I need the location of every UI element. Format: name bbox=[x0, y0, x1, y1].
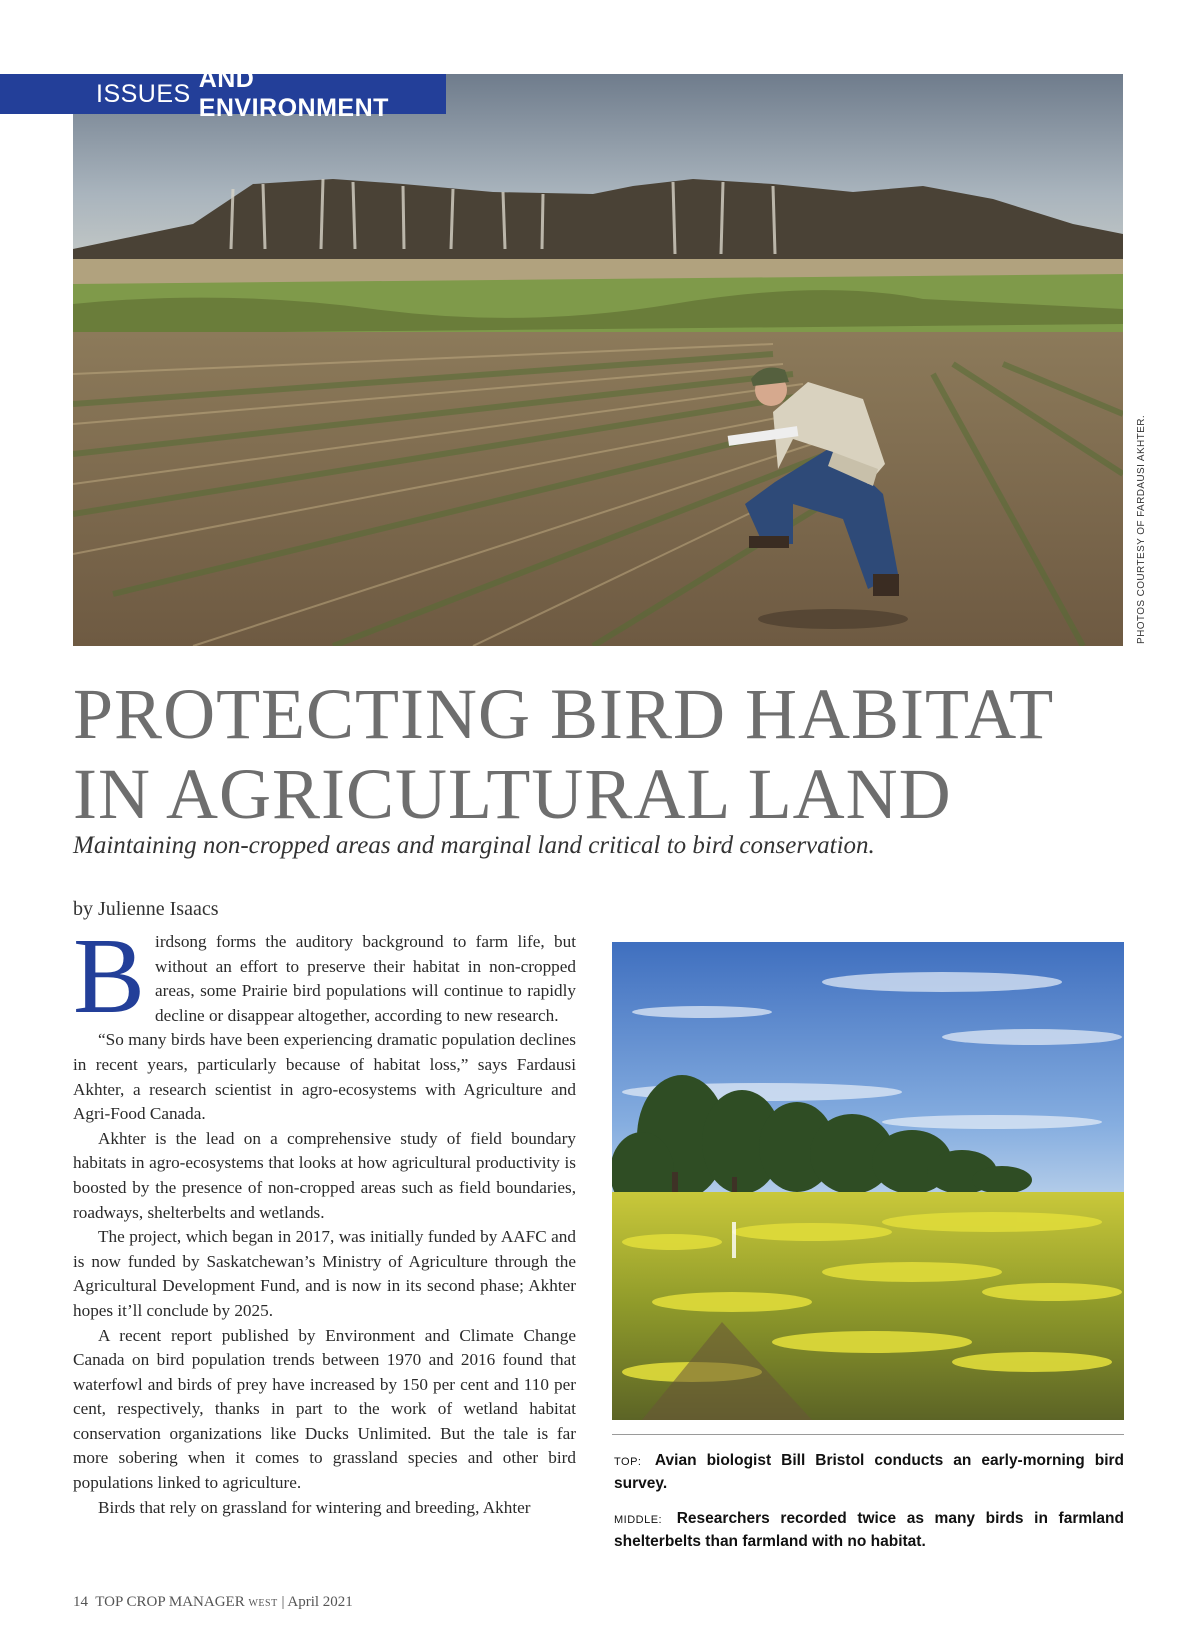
caption-text-top: Avian biologist Bill Bristol conducts an early-morning bird survey. bbox=[614, 1452, 1124, 1492]
caption-tag-middle: MIDDLE: bbox=[614, 1514, 663, 1526]
magazine-name: TOP CROP MANAGER bbox=[95, 1594, 245, 1610]
caption-top bbox=[614, 1450, 1124, 1494]
section-banner bbox=[0, 65, 446, 122]
section-label-environment: AND ENVIRONMENT bbox=[198, 65, 389, 122]
article-paragraph: The project, which began in 2017, was initially funded by AAFC and is now funded by Saskatchewan’s Ministry of Agriculture through the Agricultural Development Fund, and is now in its second phase; Akhter hopes it’ll conclude by 2025. bbox=[73, 1227, 576, 1320]
article-paragraph: Birds that rely on grassland for wintering and breeding, Akhter bbox=[98, 1497, 531, 1517]
magazine-edition: WEST bbox=[248, 1598, 278, 1609]
caption-middle bbox=[614, 1508, 1124, 1552]
article-paragraph bbox=[73, 917, 576, 1036]
article-headline bbox=[73, 674, 1133, 834]
caption-tag-top: TOP: bbox=[614, 1456, 642, 1468]
headline-line-2: IN AGRICULTURAL LAND bbox=[73, 754, 952, 834]
caption-text-middle: Researchers recorded twice as many birds in farmland shelterbelts than farmland with no habitat. bbox=[614, 1510, 1124, 1550]
drop-cap: B bbox=[73, 917, 146, 1036]
article-paragraph: Akhter is the lead on a comprehensive study of field boundary habitats in agro-ecosystems that looks at how agricultural productivity is boosted by the presence of non-cropped areas such as field boundaries, roadways, shelterbelts and wetlands. bbox=[73, 1128, 576, 1222]
hero-photo-bird-survey bbox=[73, 74, 1123, 646]
headline-line-1: PROTECTING BIRD HABITAT bbox=[73, 674, 1055, 754]
caption-divider bbox=[612, 1434, 1124, 1435]
issue-date: April 2021 bbox=[287, 1594, 353, 1610]
side-photo-canola-shelterbelt bbox=[612, 942, 1124, 1420]
section-label-issues: ISSUES bbox=[96, 79, 191, 108]
byline: by Julienne Isaacs bbox=[73, 898, 219, 920]
page-footer bbox=[73, 1594, 353, 1611]
paragraph-text: irdsong forms the auditory background to farm life, but without an effort to preserve their habitat in non-cropped areas, some Prairie bird populations will continue to rapidly decline or disappear altogether, according to new research. bbox=[155, 932, 576, 1025]
article-paragraph: “So many birds have been experiencing dramatic population declines in recent years, particularly because of habitat loss,” says Fardausi Akhter, a research scientist in agro-ecosystems with Agriculture and Agri-Food Canada. bbox=[73, 1030, 576, 1124]
page-number: 14 bbox=[73, 1594, 88, 1610]
footer-separator: | bbox=[281, 1594, 285, 1610]
article-paragraph: A recent report published by Environment and Climate Change Canada on bird population trends between 1970 and 2016 found that waterfowl and birds of prey have increased by 150 per cent and 110 per cent, respectively, thanks in part to the work of wetland habitat conservation organizations like Ducks Unlimited. But the tale is far more sobering when it comes to grassland species and other bird populations linked to agriculture. bbox=[73, 1325, 576, 1493]
article-body bbox=[73, 917, 576, 1520]
article-dek: Maintaining non-cropped areas and marginal land critical to bird conservation. bbox=[73, 832, 875, 859]
photo-credit: PHOTOS COURTESY OF FARDAUSI AKHTER. bbox=[1136, 414, 1147, 644]
